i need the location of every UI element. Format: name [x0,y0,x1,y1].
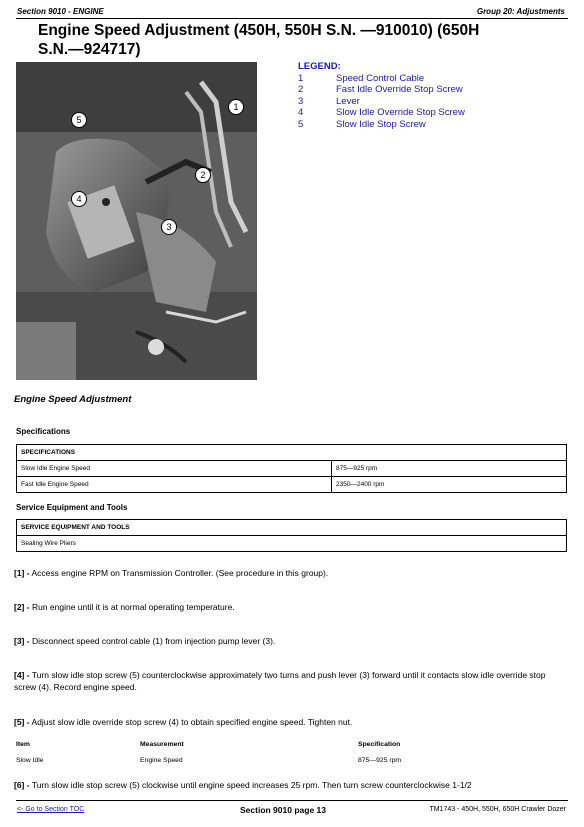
measurement-item: Slow Idle [16,757,44,764]
legend-item: 5 Slow Idle Stop Screw [298,118,426,130]
specifications-table [16,444,567,493]
measurement-specification: 875—925 rpm [358,757,402,764]
footer-rule [16,800,568,801]
table-row: Fast Idle Engine Speed 2350—2400 rpm [17,477,567,493]
measurement-header-item: Item [16,741,30,748]
engine-photo-drawing [16,62,257,380]
header-group: Group 20: Adjustments [476,7,565,16]
callout-5: 5 [71,112,87,128]
legend-item: 3 Lever [298,95,360,107]
legend-item: 1 Speed Control Cable [298,72,425,84]
step-2: [2] - Run engine until it is at normal operating temperature. [14,602,235,612]
specifications-heading: Specifications [16,427,71,436]
header-rule [16,18,568,19]
step-4: [4] - Turn slow idle stop screw (5) counterclockwise approximately two turns and push lever (3) forward until it contacts slow idle override stop screw (4). Record engine speed. [14,670,546,692]
callout-1: 1 [228,99,244,115]
title-line-2: S.N.—924717) [38,41,141,58]
measurement-header-specification: Specification [358,741,401,748]
table-row [17,445,567,461]
tools-table [16,519,567,552]
step-3: [3] - Disconnect speed control cable (1) from injection pump lever (3). [14,636,276,646]
legend [298,61,465,131]
legend-title: LEGEND: [298,61,341,72]
title-line-1: Engine Speed Adjustment (450H, 550H S.N. —910010) (650H [38,22,480,39]
table-header: SERVICE EQUIPMENT AND TOOLS [17,520,567,536]
step-6: [6] - Turn slow idle stop screw (5) clockwise until engine speed increases 25 rpm. Then turn screw counterclockwise 1-1/2 [14,780,472,790]
engine-photo [16,62,257,380]
callout-4: 4 [71,191,87,207]
header-section: Section 9010 - ENGINE [17,7,104,16]
table-header: SPECIFICATIONS [17,445,567,461]
callout-3: 3 [161,219,177,235]
measurement-value: Engine Speed [140,757,183,764]
table-row: Slow Idle Engine Speed 875—925 rpm [17,461,567,477]
legend-item: 2 Fast Idle Override Stop Screw [298,84,463,96]
step-5: [5] - Adjust slow idle override stop screw (4) to obtain specified engine speed. Tighten nut. [14,717,353,727]
step-1: [1] - Access engine RPM on Transmission Controller. (See procedure in this group). [14,568,329,578]
figure-caption: Engine Speed Adjustment [14,394,132,405]
measurement-header-measurement: Measurement [140,741,184,748]
footer-page: Section 9010 page 13 [240,805,326,815]
callout-2: 2 [195,167,211,183]
section-toc-link[interactable]: <- Go to Section TOC [17,806,85,813]
table-row [17,520,567,536]
legend-item: 4 Slow Idle Override Stop Screw [298,107,465,119]
page-title [38,21,479,59]
footer-doc: TM1743 - 450H, 550H, 650H Crawler Dozer [429,806,566,813]
tools-heading: Service Equipment and Tools [16,503,128,512]
table-row: Sealing Wire Pliers [17,536,567,552]
